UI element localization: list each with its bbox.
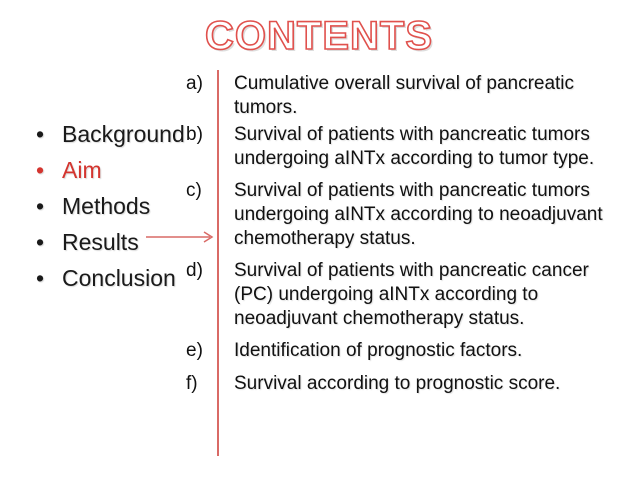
outline-item-label: Methods: [62, 193, 151, 219]
slide-title: CONTENTS: [205, 14, 433, 58]
item-marker: d): [186, 260, 203, 281]
contents-item: [186, 259, 626, 331]
item-marker: b): [186, 124, 203, 145]
outline-item-conclusion: [36, 260, 185, 296]
outline-item-label: Results: [62, 229, 139, 255]
outline-item-aim: [36, 152, 185, 188]
outline-item-label: Conclusion: [62, 265, 176, 291]
item-text: Survival according to prognostic score.: [234, 373, 561, 394]
bullet-icon: •: [36, 157, 45, 183]
outline-item-label: Background: [62, 121, 185, 147]
item-marker: a): [186, 73, 203, 94]
item-text: Cumulative overall survival of pancreatic tumors.: [234, 73, 575, 118]
outline-list: [36, 116, 185, 296]
bullet-icon: •: [36, 265, 45, 291]
item-marker: e): [186, 340, 203, 361]
item-text: Survival of patients with pancreatic tumors undergoing aINTx according to neoadjuvant chemotherapy status.: [234, 180, 603, 249]
item-text: Survival of patients with pancreatic tumors undergoing aINTx according to tumor type.: [234, 124, 595, 169]
outline-item-methods: [36, 188, 185, 224]
contents-item: [186, 72, 626, 120]
bullet-icon: •: [36, 121, 45, 147]
contents-item: [186, 179, 626, 251]
outline-item-background: [36, 116, 185, 152]
item-text: Survival of patients with pancreatic cancer (PC) undergoing aINTx according to neoadjuvant chemotherapy status.: [234, 260, 589, 329]
bullet-icon: •: [36, 229, 45, 255]
item-text: Identification of prognostic factors.: [234, 340, 523, 361]
contents-item: [186, 339, 626, 363]
contents-list: [186, 72, 626, 396]
item-marker: f): [186, 373, 198, 394]
contents-item: [186, 372, 626, 396]
outline-item-label: Aim: [62, 157, 102, 183]
contents-item: [186, 123, 626, 171]
item-marker: c): [186, 180, 202, 201]
bullet-icon: •: [36, 193, 45, 219]
